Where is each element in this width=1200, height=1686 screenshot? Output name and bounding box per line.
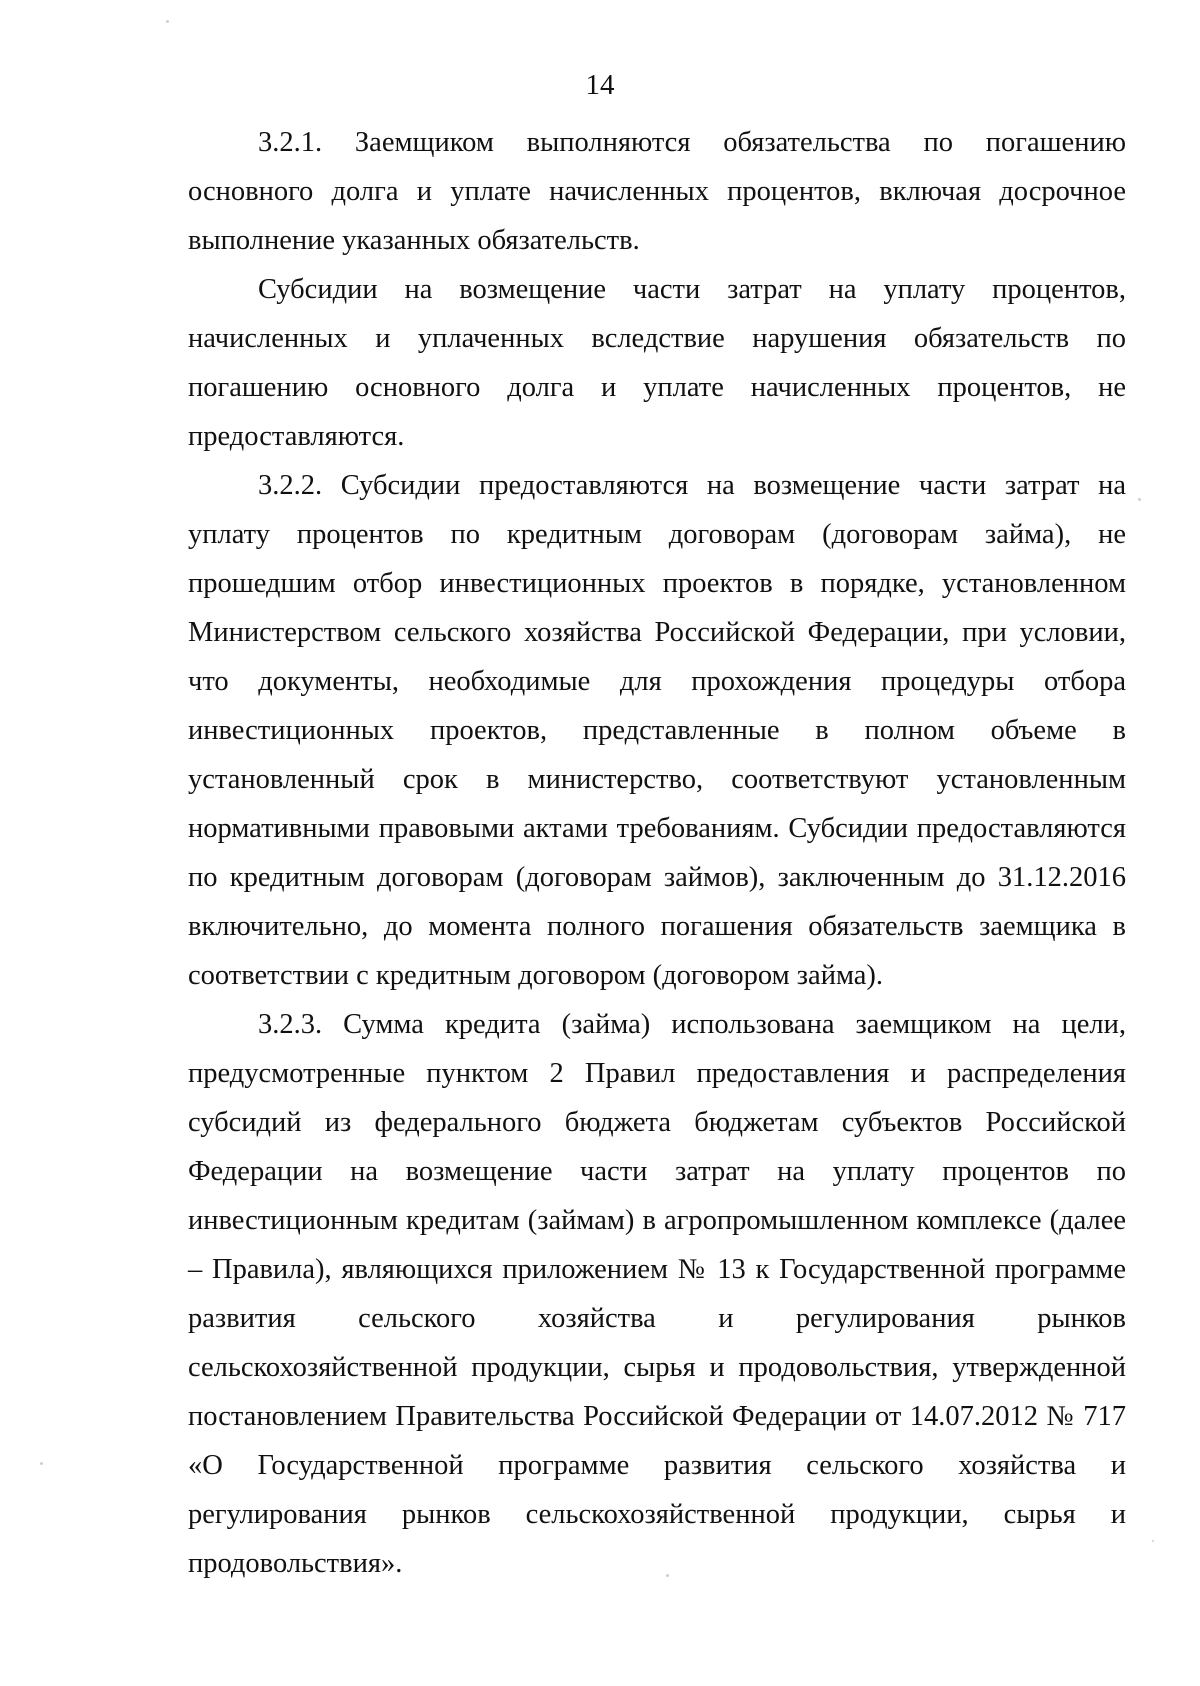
paragraph-3-2-1: 3.2.1. Заемщиком выполняются обязательства по погашению основного долга и уплате начисленных процентов, включая досрочное выполнение указанных обязательств. — [188, 127, 1126, 256]
scan-speck — [1138, 498, 1141, 501]
document-body — [188, 118, 1126, 1588]
scan-speck — [666, 1574, 669, 1577]
page-number: 14 — [585, 69, 615, 101]
paragraph-3-2-2: 3.2.2. Субсидии предоставляются на возмещение части затрат на уплату процентов по кредитным договорам (договорам займа), не прошедшим отбор инвестиционных проектов в порядке, установленном Министерством сельского хозяйства Российской Федерации, при условии, что документы, необходимые для прохождения процедуры отбора инвестиционных проектов, представленные в полном объеме в установленный срок в министерство, соответствуют установленным нормативными правовыми актами требованиям. Субсидии предоставляются по кредитным договорам (договорам займов), заключенным до 31.12.2016 включительно, до момента полного погашения обязательств заемщика в соответствии с кредитным договором (договором займа). — [188, 470, 1126, 991]
scan-speck — [40, 1462, 43, 1465]
paragraph-subsidies-not-provided: Субсидии на возмещение части затрат на уплату процентов, начисленных и уплаченных вследствие нарушения обязательств по погашению основного долга и уплате начисленных процентов, не предоставляются. — [188, 274, 1126, 452]
paragraph-3-2-3: 3.2.3. Сумма кредита (займа) использована заемщиком на цели, предусмотренные пунктом 2 Правил предоставления и распределения субсидий из федерального бюджета бюджетам субъектов Российской Федерации на возмещение части затрат на уплату процентов по инвестиционным кредитам (займам) в агропромышленном комплексе (далее – Правила), являющихся приложением № 13 к Государственной программе развития сельского хозяйства и регулирования рынков сельскохозяйственной продукции, сырья и продовольствия, утвержденной постановлением Правительства Российской Федерации от 14.07.2012 № 717 «О Государственной программе развития сельского хозяйства и регулирования рынков сельскохозяйственной продукции, сырья и продовольствия». — [188, 1009, 1126, 1579]
scan-speck — [166, 20, 169, 23]
scan-speck — [1152, 1540, 1154, 1542]
